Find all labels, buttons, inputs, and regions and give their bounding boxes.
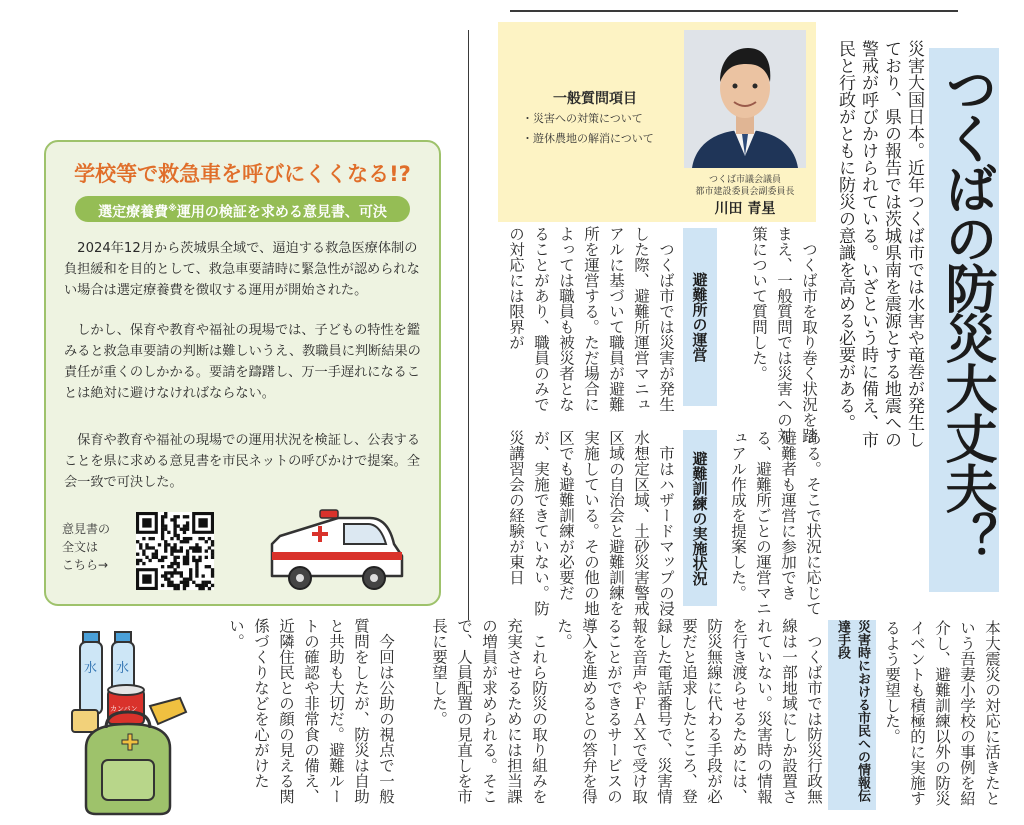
subhead-shelter xyxy=(683,228,717,406)
resolution-paragraph-1: 2024年12月から茨城県全域で、逼迫する救急医療体制の負担緩和を目的として、救急車要請時に緊急性が認められない場合は選定療養費を徴収する運用が開始された。 xyxy=(64,241,420,298)
councillor-name: 川田 青星 xyxy=(714,201,776,217)
shelter-paragraph: つくば市では災害が発生した際、避難所運営マニュアルに基づいて職員が避難所を運営する。ただ場合によっては職員も被災者となることがあり、職員のみでの対応には限界が xyxy=(507,226,675,412)
councillor-role: つくば市議会議員 xyxy=(708,175,781,185)
subtitle-tail: 運用の検証を求める意見書、可決 xyxy=(176,204,387,221)
councillor-committee: 都市建設委員会副委員長 xyxy=(695,187,795,197)
question-item: ・遊休農地の解消について xyxy=(522,132,654,145)
resolution-paragraph-2: しかし、保育や教育や福祉の現場では、子どもの特性を鑑みると救急車要請の判断は難しいうえ、教職員に判断結果の責任が重くのしかかる。要請を躊躇し、万一手遅れになることは絶対に避けなければならない。 xyxy=(64,323,421,401)
resolution-paragraph-3: 保育や教育や福祉の現場での運用状況を検証し、公表することを県に求める意見書を市民ネットの呼びかけで提案。全会一致で可決した。 xyxy=(64,433,421,490)
qr-label: 意見書の 全文は こちら→ xyxy=(62,522,111,572)
footnote-mark: ※ xyxy=(168,204,177,214)
water-bottle-label: 水 xyxy=(116,661,130,676)
shelter-paragraph-cont: ある。そこで状況に応じて避難者も運営に参加できる、避難所ごとの運営マニュアル作成を提案した。 xyxy=(729,430,822,616)
subhead-shelter-text: 避難所の運営 xyxy=(690,272,709,362)
questions-title: 一般質問項目 xyxy=(553,91,637,107)
lead-paragraph: 災害大国日本。近年つくば市では水害や竜巻が発生しており、県の報告では茨城県南を震源とする地震への警戒が呼びかけられている。いざという時に備え、市民と行政がともに防災の意識を高める必要がある。 xyxy=(835,40,924,448)
can-label: カンパン xyxy=(110,705,138,713)
closing-paragraph: 今回は公助の視点で一般質問をしたが、防災は自助と共助も大切だ。避難ルートの確認や非常食の備え、近隣住民との顔の見える関係づくりなどを心がけたい。 xyxy=(227,618,395,804)
councillor-photo xyxy=(684,30,806,168)
column-divider xyxy=(468,30,469,620)
subhead-communication-text: 災害時における市民への情報伝達手段 xyxy=(835,620,870,802)
subhead-communication xyxy=(828,620,876,810)
ambulance-illustration xyxy=(260,506,410,596)
water-bottle-label: 水 xyxy=(84,661,98,676)
question-item: ・災害への対策について xyxy=(522,112,643,125)
resolution-subtitle xyxy=(75,196,410,222)
subhead-drill-text: 避難訓練の実施状況 xyxy=(690,450,709,586)
headline: つくばの防災大丈夫？ xyxy=(936,62,996,562)
communication-paragraph: つくば市では防災行政無線は一部地域にしか設置されていない。災害時の情報を行き渡らせるためには、防災無線に代わる手段が必要だと追求したところ、登録した電話番号で、災害情報を音声やＦＡＸで受け取ることができるサービスの導入を進めるとの答弁を得た。 これら防災の取り組みを充実させるためには担当課の増員が求められる。そこで、人員配置の見直しを市長に要望した。 xyxy=(430,618,823,804)
drill-paragraph-cont: 本大震災の対応に活きたという吾妻小学校の事例を紹介し、避難訓練以外の防災イベントも積極的に実施するよう要望した。 xyxy=(883,620,1001,806)
subtitle-text: 選定療養費 xyxy=(98,204,169,221)
top-rule xyxy=(510,10,958,12)
resolution-title: 学校等で救急車を呼びにくくなる!? xyxy=(74,162,411,186)
drill-paragraph: 市はハザードマップの浸水想定区域、土砂災害警戒区域の自治会と避難訓練を実施している。その他の地区でも避難訓練が必要だが、実施できていない。防災講習会の経験が東日 xyxy=(507,430,675,616)
subhead-drill xyxy=(683,430,717,606)
intro-paragraph: つくば市を取り巻く状況を踏まえ、一般質問では災害への対策について質問した。 xyxy=(750,226,818,443)
emergency-supplies-illustration xyxy=(62,628,197,818)
qr-code[interactable] xyxy=(136,512,214,590)
